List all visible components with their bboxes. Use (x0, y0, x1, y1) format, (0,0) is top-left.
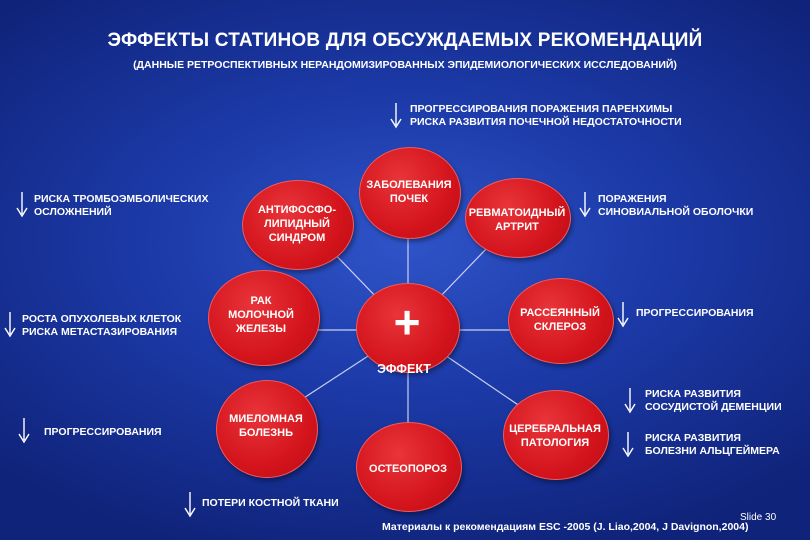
myeloma-label: МИЕЛОМНАЯ БОЛЕЗНЬ (229, 413, 303, 439)
aps-label: АНТИФОСФО- ЛИПИДНЫЙ СИНДРОМ (257, 204, 336, 244)
kidney-disease-label: ЗАБОЛЕВАНИЯ ПОЧЕК (366, 179, 452, 205)
myeloma-effect-text: ПРОГРЕССИРОВАНИЯ (44, 426, 162, 438)
slide-number: Slide 30 (740, 512, 777, 523)
ms-effect-text: ПРОГРЕССИРОВАНИЯ (636, 307, 754, 319)
plus-icon: + (393, 296, 421, 348)
effect-label: ЭФФЕКТ (377, 362, 431, 376)
cerebral-effect-text-1: РИСКА РАЗВИТИЯ СОСУДИСТОЙ ДЕМЕНЦИИ (645, 388, 782, 413)
footer-citation: Материалы к рекомендациям ESC -2005 (J. Liao,2004, J Davignon,2004) (382, 521, 749, 533)
ms-label: РАССЕЯННЫЙ СКЛЕРОЗ (520, 307, 600, 333)
osteoporosis-label: ОСТЕОПОРОЗ (369, 463, 447, 475)
slide-title: ЭФФЕКТЫ СТАТИНОВ ДЛЯ ОБСУЖДАЕМЫХ РЕКОМЕНДАЦИЙ (107, 30, 703, 51)
slide-subtitle: (ДАННЫЕ РЕТРОСПЕКТИВНЫХ НЕРАНДОМИЗИРОВАННЫХ ЭПИДЕМИОЛОГИЧЕСКИХ ИССЛЕДОВАНИЙ) (133, 59, 677, 71)
cerebral-label: ЦЕРЕБРАЛЬНАЯ ПАТОЛОГИЯ (509, 423, 601, 449)
kidney-effect-text: ПРОГРЕССИРОВАНИЯ ПОРАЖЕНИЯ ПАРЕНХИМЫ РИСКА РАЗВИТИЯ ПОЧЕЧНОЙ НЕДОСТАТОЧНОСТИ (410, 103, 682, 128)
osteo-effect-text: ПОТЕРИ КОСТНОЙ ТКАНИ (202, 497, 339, 509)
cerebral-effect-text-2: РИСКА РАЗВИТИЯ БОЛЕЗНИ АЛЬЦГЕЙМЕРА (645, 432, 780, 457)
breast-cancer-label: РАК МОЛОЧНОЙ ЖЕЛЕЗЫ (228, 295, 294, 335)
ra-label: РЕВМАТОИДНЫЙ АРТРИТ (468, 207, 566, 233)
breast-effect-text: РОСТА ОПУХОЛЕВЫХ КЛЕТОК РИСКА МЕТАСТАЗИРОВАНИЯ (22, 313, 182, 338)
aps-effect-text: РИСКА ТРОМБОЭМБОЛИЧЕСКИХ ОСЛОЖНЕНИЙ (34, 193, 209, 218)
ra-effect-text: ПОРАЖЕНИЯ СИНОВИАЛЬНОЙ ОБОЛОЧКИ (598, 193, 754, 218)
